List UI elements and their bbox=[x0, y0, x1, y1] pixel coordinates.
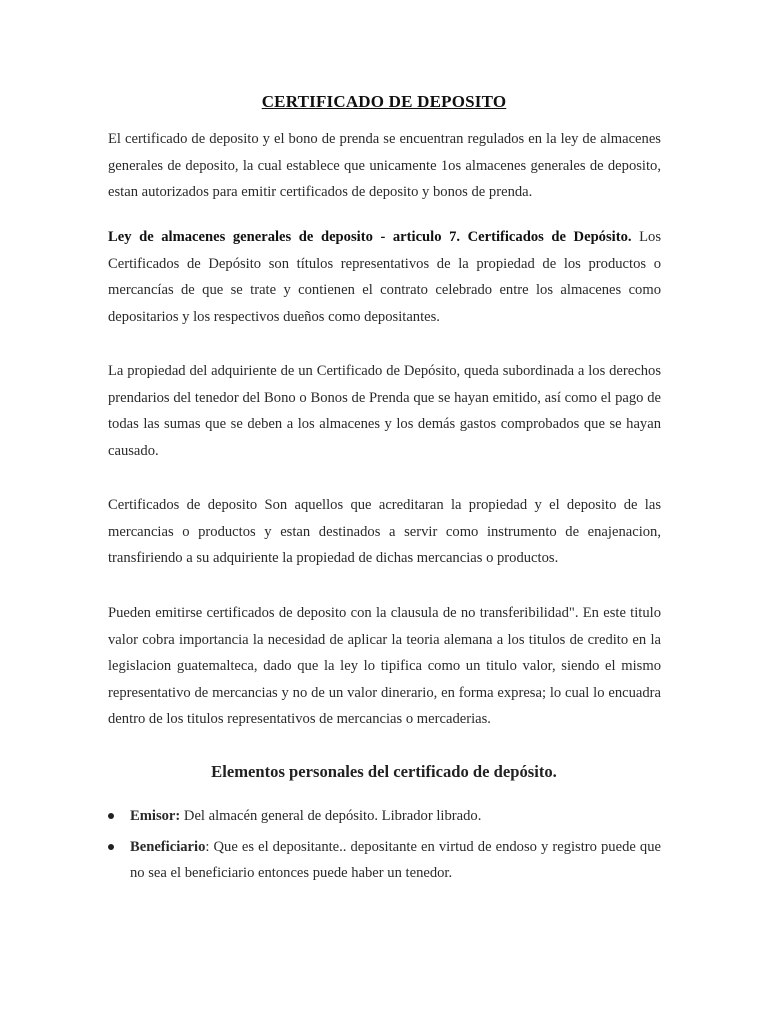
paragraph-ley-articulo-7-text: Los Certificados de Depósito son títulos representativos de la propiedad de los productos o mercancías de que se trate y contienen el contrato celebrado entre los almacenes como depositarios y los respectivos dueños como depositantes. bbox=[108, 229, 661, 325]
list-item-beneficiario bbox=[108, 834, 661, 887]
paragraph-ley-articulo-7-bold: Ley de almacenes generales de deposito - articulo 7. Certificados de Depósito. bbox=[108, 229, 632, 245]
list-item-text: Del almacén general de depósito. Librador librado. bbox=[180, 808, 482, 824]
bullet-icon bbox=[108, 813, 114, 819]
document-title: CERTIFICADO DE DEPOSITO bbox=[261, 92, 507, 111]
bullet-icon bbox=[108, 844, 114, 850]
paragraph-propiedad-adquiriente: La propiedad del adquiriente de un Certificado de Depósito, queda subordinada a los derechos prendarios del tenedor del Bono o Bonos de Prenda que se hayan emitido, así como el pago de todas las sumas que se deben a los almacenes y los demás gastos comprobados que se hayan causado. bbox=[108, 363, 661, 459]
paragraph-certificados-definicion: Certificados de deposito Son aquellos que acreditaran la propiedad y el deposito de las mercancias o productos y estan destinados a servir como instrumento de enajenacion, transfiriendo a su adquiriente la propiedad de dichas mercancias o productos. bbox=[108, 497, 661, 567]
list-item-text: : Que es el depositante.. depositante en virtud de endoso y registro puede que no sea el beneficiario entonces puede haber un tenedor. bbox=[130, 838, 661, 882]
section-heading-elementos-personales: Elementos personales del certificado de depósito. bbox=[211, 762, 557, 781]
list-item-emisor bbox=[108, 803, 661, 830]
paragraph-ley-articulo-7 bbox=[108, 224, 661, 330]
elements-list bbox=[108, 803, 661, 887]
list-item-label: Beneficiario bbox=[130, 838, 206, 855]
paragraph-clausula-no-transferibilidad: Pueden emitirse certificados de deposito con la clausula de no transferibilidad". En este titulo valor cobra importancia la necesidad de aplicar la teoria alemana a los titulos de credito en la legislacion guatemalteca, dado que la ley lo tipifica como un titulo valor, siendo el mismo representativo de mercancias y no de un valor dinerario, en forma expresa; lo cual lo encuadra dentro de los titulos representativos de mercancias o mercaderias. bbox=[108, 605, 661, 728]
list-item-label: Emisor: bbox=[130, 808, 181, 824]
paragraph-intro: El certificado de deposito y el bono de prenda se encuentran regulados en la ley de almacenes generales de deposito, la cual establece que unicamente 1os almacenes generales de deposito, estan autorizados para emitir certificados de deposito y bonos de prenda. bbox=[108, 131, 661, 201]
